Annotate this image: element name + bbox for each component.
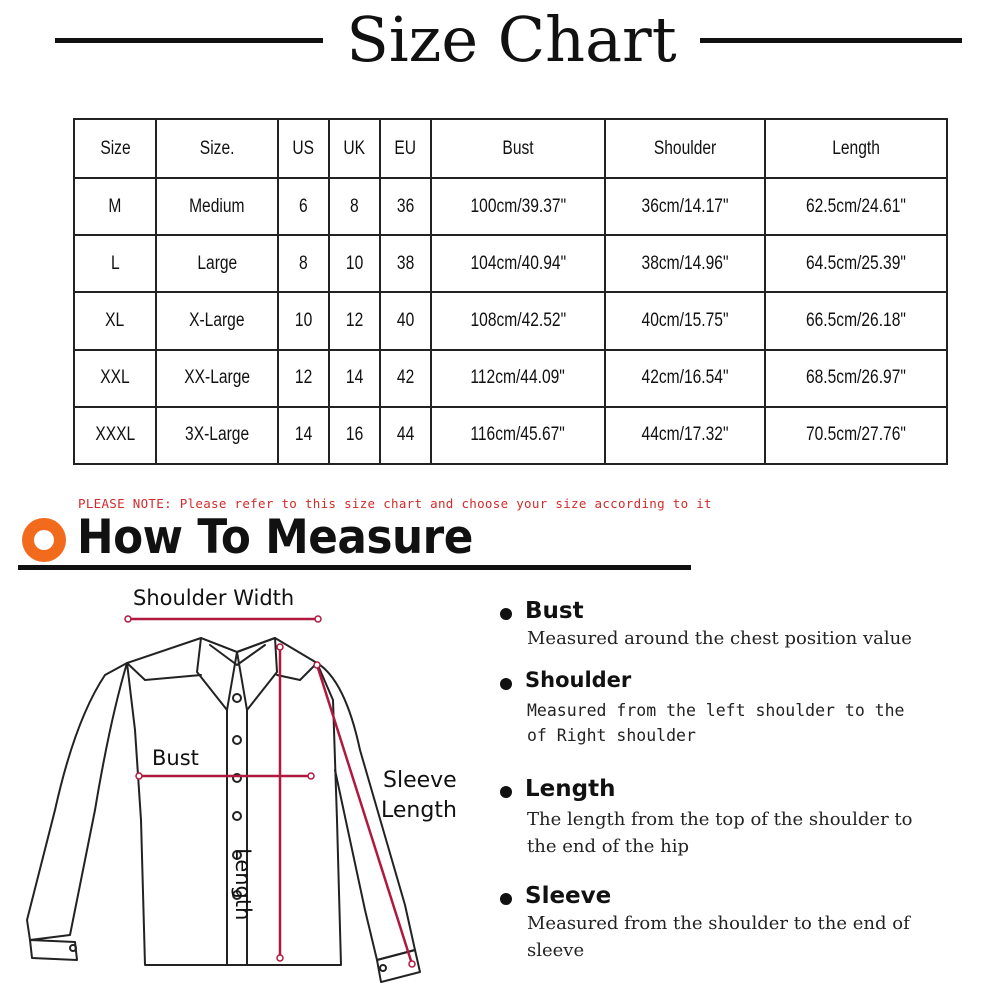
table-cell: Medium [156, 178, 278, 235]
title-rule-left [55, 38, 323, 43]
table-cell: 3X-Large [156, 407, 278, 464]
table-cell: 116cm/45.67" [431, 407, 605, 464]
header-cell: Size. [156, 119, 278, 178]
definition-desc: Measured from the left shoulder to the of Right shoulder [527, 701, 905, 745]
table-cell: Large [156, 235, 278, 292]
table-cell: 10 [329, 235, 380, 292]
length-label: Length [231, 848, 255, 921]
shirt-diagram [15, 580, 485, 990]
table-cell: L [74, 235, 156, 292]
header-cell: Shoulder [605, 119, 765, 178]
sleeve-label-line2: Length [381, 798, 457, 823]
table-cell: 12 [278, 350, 329, 407]
table-cell: 66.5cm/26.18" [765, 292, 947, 349]
sleeve-label-line1: Sleeve [383, 768, 457, 793]
bust-label: Bust [152, 746, 199, 770]
section-rule [18, 565, 691, 570]
table-cell: 12 [329, 292, 380, 349]
header-cell: Size [74, 119, 156, 178]
size-note: PLEASE NOTE: Please refer to this size chart and choose your size according to it [78, 496, 712, 511]
table-cell: 38cm/14.96" [605, 235, 765, 292]
table-cell: 10 [278, 292, 329, 349]
table-cell: 8 [278, 235, 329, 292]
table-cell: 44 [380, 407, 431, 464]
definition-desc: The length from the top of the shoulder to the end of the hip [527, 809, 913, 857]
shoulder-width-label: Shoulder Width [133, 586, 295, 610]
table-cell: XXXL [74, 407, 156, 464]
header-cell: Bust [431, 119, 605, 178]
table-cell: 6 [278, 178, 329, 235]
table-cell: XL [74, 292, 156, 349]
definition-term: Bust [525, 598, 584, 624]
table-cell: 38 [380, 235, 431, 292]
circle-bullet-icon [22, 518, 66, 562]
table-row [74, 235, 947, 292]
definition-term: Sleeve [525, 883, 612, 909]
bullet-dot-icon [500, 608, 512, 620]
header-cell: UK [329, 119, 380, 178]
definition-term: Length [525, 776, 616, 802]
bullet-dot-icon [500, 786, 512, 798]
header-cell: EU [380, 119, 431, 178]
table-cell: 70.5cm/27.76" [765, 407, 947, 464]
header-cell: US [278, 119, 329, 178]
table-cell: 40 [380, 292, 431, 349]
definition-term: Shoulder [525, 668, 632, 692]
bullet-dot-icon [500, 678, 512, 690]
table-row [74, 292, 947, 349]
table-cell: 68.5cm/26.97" [765, 350, 947, 407]
table-cell: 14 [329, 350, 380, 407]
table-cell: XX-Large [156, 350, 278, 407]
table-cell: XXL [74, 350, 156, 407]
table-cell: 16 [329, 407, 380, 464]
table-cell: 112cm/44.09" [431, 350, 605, 407]
table-cell: 104cm/40.94" [431, 235, 605, 292]
title-rule-right [700, 38, 962, 43]
table-cell: 64.5cm/25.39" [765, 235, 947, 292]
definition-desc: Measured around the chest position value [527, 628, 912, 649]
table-cell: 36cm/14.17" [605, 178, 765, 235]
header-cell: Length [765, 119, 947, 178]
table-cell: 44cm/17.32" [605, 407, 765, 464]
table-row [74, 350, 947, 407]
table-cell: 36 [380, 178, 431, 235]
table-cell: 40cm/15.75" [605, 292, 765, 349]
table-cell: 100cm/39.37" [431, 178, 605, 235]
bullet-dot-icon [500, 893, 512, 905]
table-cell: M [74, 178, 156, 235]
table-cell: 14 [278, 407, 329, 464]
table-row [74, 407, 947, 464]
how-to-measure-title: How To Measure [77, 510, 473, 565]
table-cell: 42cm/16.54" [605, 350, 765, 407]
table-cell: 62.5cm/24.61" [765, 178, 947, 235]
table-cell: X-Large [156, 292, 278, 349]
table-cell: 42 [380, 350, 431, 407]
size-chart-table [73, 118, 948, 465]
table-header-row [74, 119, 947, 178]
table-row [74, 178, 947, 235]
definition-desc: Measured from the shoulder to the end of sleeve [527, 913, 910, 961]
table-cell: 8 [329, 178, 380, 235]
table-cell: 108cm/42.52" [431, 292, 605, 349]
page-title: Size Chart [346, 3, 677, 76]
